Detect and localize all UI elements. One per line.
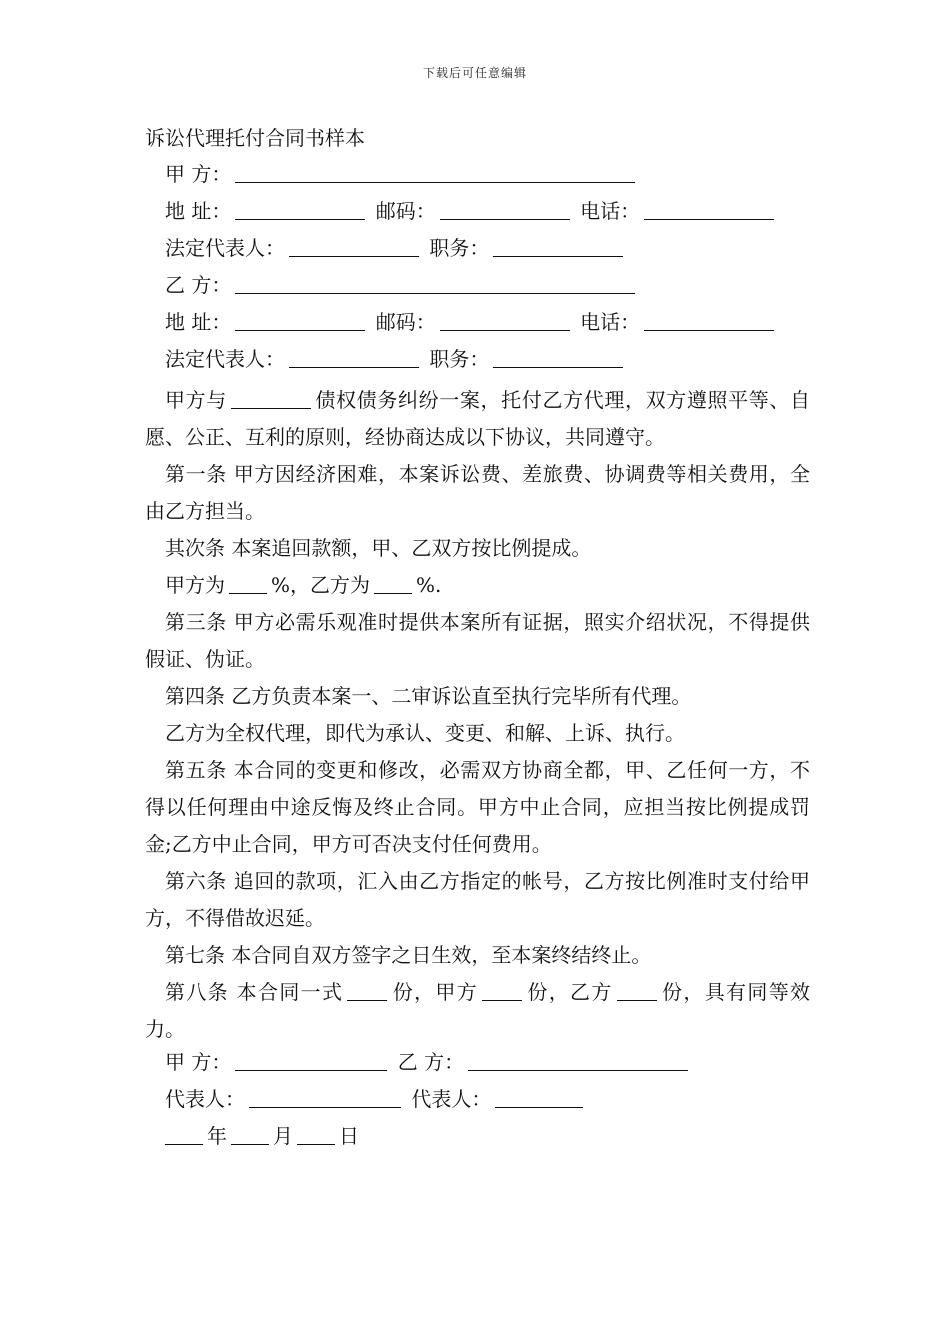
article-8-p1: 第八条 本合同一式 — [165, 980, 344, 1004]
article-6: 第六条 追回的款项，汇入由乙方指定的帐号，乙方按比例准时支付给甲方，不得借故迟延。 — [145, 869, 810, 930]
copies-a-blank[interactable] — [482, 980, 522, 1001]
ratio-b-unit: %. — [416, 573, 442, 597]
party-a-label: 甲 方： — [165, 162, 232, 186]
party-a-line — [145, 160, 810, 197]
phone-blank[interactable] — [644, 310, 774, 331]
postcode-blank[interactable] — [440, 310, 570, 331]
year-blank[interactable] — [165, 1124, 203, 1145]
month-blank[interactable] — [231, 1124, 269, 1145]
header-note: 下载后可任意编辑 — [422, 66, 527, 80]
article-3: 第三条 甲方必需乐观准时提供本案所有证据，照实介绍状况，不得提供假证、伪证。 — [145, 610, 810, 671]
party-b-address-line — [145, 308, 810, 345]
article-8-p4: 份，具有同等效力。 — [145, 980, 811, 1041]
ratio-b-blank[interactable] — [374, 573, 412, 594]
article-4: 第四条 乙方负责本案一、二审诉讼直至执行完毕所有代理。 — [165, 684, 692, 708]
article-5: 第五条 本合同的变更和修改，必需双方协商全都，甲、乙任何一方，不得以任何理由中途反悔及终止合同。甲方中止合同，应担当按比例提成罚金;乙方中止合同，甲方可否决支付任何费用。 — [145, 758, 810, 856]
article-1: 第一条 甲方因经济困难，本案诉讼费、差旅费、协调费等相关费用，全由乙方担当。 — [145, 462, 810, 523]
legal-rep-blank[interactable] — [289, 347, 419, 368]
postcode-blank[interactable] — [440, 199, 570, 220]
article-4-detail: 乙方为全权代理，即代为承认、变更、和解、上诉、执行。 — [165, 721, 685, 745]
dispute-party-blank[interactable] — [231, 388, 311, 409]
party-b-rep-line — [145, 345, 810, 382]
sign-party-a-label: 甲 方： — [165, 1050, 232, 1074]
sign-rep-a-blank[interactable] — [249, 1087, 401, 1108]
article-8-p3: 份，乙方 — [526, 980, 613, 1004]
position-label: 职务： — [429, 236, 490, 260]
position-blank[interactable] — [493, 236, 623, 257]
party-a-address-line — [145, 197, 810, 234]
sign-rep-a-label: 代表人： — [165, 1087, 245, 1111]
sign-party-b-blank[interactable] — [468, 1050, 688, 1071]
ratio-line — [145, 567, 810, 604]
legal-rep-label: 法定代表人： — [165, 236, 285, 260]
legal-rep-blank[interactable] — [289, 236, 419, 257]
ratio-a-unit: %，乙方为 — [271, 573, 371, 597]
contract-document — [145, 124, 810, 1159]
party-b-blank[interactable] — [235, 273, 635, 294]
position-blank[interactable] — [493, 347, 623, 368]
phone-label: 电话： — [580, 310, 641, 334]
copies-b-blank[interactable] — [617, 980, 657, 1001]
sign-rep-b-label: 代表人： — [411, 1087, 492, 1111]
address-blank[interactable] — [235, 310, 365, 331]
ratio-a-label: 甲方为 — [165, 573, 225, 597]
day-label: 日 — [339, 1124, 359, 1148]
party-b-line — [145, 271, 810, 308]
address-blank[interactable] — [235, 199, 365, 220]
copies-total-blank[interactable] — [347, 980, 387, 1001]
address-label: 地 址： — [165, 310, 232, 334]
date-line — [145, 1122, 810, 1159]
article-7: 第七条 本合同自双方签字之日生效，至本案终结终止。 — [165, 943, 652, 967]
party-b-label: 乙 方： — [165, 273, 232, 297]
sign-party-a-blank[interactable] — [235, 1050, 387, 1071]
year-label: 年 — [207, 1124, 227, 1148]
article-8-p2: 份，甲方 — [391, 980, 479, 1004]
intro-suffix: 债权债务纠纷一案，托付乙方代理，双方遵照平等、自愿、公正、互利的原则，经协商达成以下协议，共同遵守。 — [145, 388, 811, 449]
party-a-blank[interactable] — [235, 162, 635, 183]
position-label: 职务： — [429, 347, 490, 371]
intro-paragraph — [145, 382, 810, 456]
signature-rep-line — [145, 1085, 810, 1122]
legal-rep-label: 法定代表人： — [165, 347, 285, 371]
sign-rep-b-blank[interactable] — [495, 1087, 583, 1108]
address-label: 地 址： — [165, 199, 232, 223]
ratio-a-blank[interactable] — [229, 573, 267, 594]
document-title: 诉讼代理托付合同书样本 — [145, 126, 365, 150]
phone-label: 电话： — [580, 199, 641, 223]
postcode-label: 邮码： — [375, 310, 436, 334]
intro-prefix: 甲方与 — [165, 388, 227, 412]
day-blank[interactable] — [297, 1124, 335, 1145]
signature-party-line — [145, 1048, 810, 1085]
month-label: 月 — [273, 1124, 293, 1148]
postcode-label: 邮码： — [375, 199, 436, 223]
sign-party-b-label: 乙 方： — [397, 1050, 465, 1074]
article-8 — [145, 974, 810, 1048]
phone-blank[interactable] — [644, 199, 774, 220]
article-2: 其次条 本案追回款额，甲、乙双方按比例提成。 — [165, 536, 592, 560]
party-a-rep-line — [145, 234, 810, 271]
